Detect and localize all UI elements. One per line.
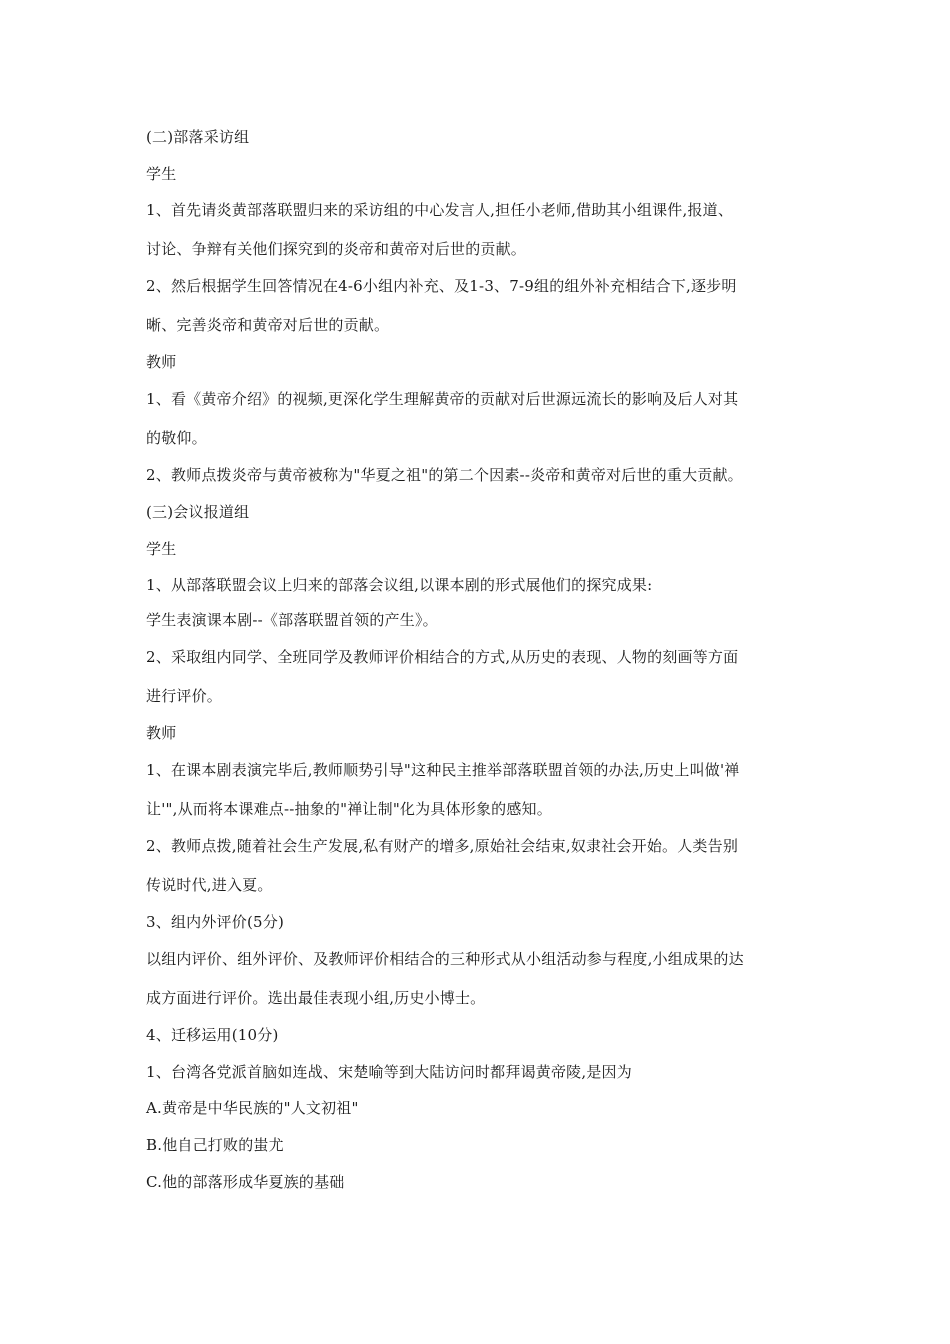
paragraph-line: 让'",从而将本课难点--抽象的"禅让制"化为具体形象的感知。 xyxy=(146,800,552,818)
answer-option: A.黄帝是中华民族的"人文初祖" xyxy=(146,1099,359,1117)
paragraph-line: 1、从部落联盟会议上归来的部落会议组,以课本剧的形式展他们的探究成果: xyxy=(146,576,653,594)
paragraph-line: 成方面进行评价。选出最佳表现小组,历史小博士。 xyxy=(146,989,486,1007)
answer-option: C.他的部落形成华夏族的基础 xyxy=(146,1173,345,1191)
question-line: 1、台湾各党派首脑如连战、宋楚喻等到大陆访问时都拜谒黄帝陵,是因为 xyxy=(146,1063,632,1081)
paragraph-line: 讨论、争辩有关他们探究到的炎帝和黄帝对后世的贡献。 xyxy=(146,240,527,258)
paragraph-line: 晰、完善炎帝和黄帝对后世的贡献。 xyxy=(146,316,390,334)
role-label: 学生 xyxy=(146,540,177,558)
paragraph-line: 学生表演课本剧--《部落联盟首领的产生》。 xyxy=(146,611,438,629)
paragraph-line: 2、采取组内同学、全班同学及教师评价相结合的方式,从历史的表现、人物的刻画等方面 xyxy=(146,648,739,666)
paragraph-line: 2、教师点拨,随着社会生产发展,私有财产的增多,原始社会结束,奴隶社会开始。人类告别 xyxy=(146,837,739,855)
role-label: 学生 xyxy=(146,165,177,183)
section-heading: (二)部落采访组 xyxy=(146,128,250,146)
paragraph-line: 进行评价。 xyxy=(146,687,223,705)
role-label: 教师 xyxy=(146,353,177,371)
role-label: 教师 xyxy=(146,724,177,742)
paragraph-line: 1、在课本剧表演完毕后,教师顺势引导"这种民主推举部落联盟首领的办法,历史上叫做'禅 xyxy=(146,761,740,779)
paragraph-line: 1、看《黄帝介绍》的视频,更深化学生理解黄帝的贡献对后世源远流长的影响及后人对其 xyxy=(146,390,739,408)
paragraph-line: 2、教师点拨炎帝与黄帝被称为"华夏之祖"的第二个因素--炎帝和黄帝对后世的重大贡献。 xyxy=(146,466,743,484)
subsection-heading: 3、组内外评价(5分) xyxy=(146,913,284,931)
paragraph-line: 以组内评价、组外评价、及教师评价相结合的三种形式从小组活动参与程度,小组成果的达 xyxy=(146,950,744,968)
paragraph-line: 传说时代,进入夏。 xyxy=(146,876,273,894)
paragraph-line: 2、然后根据学生回答情况在4-6小组内补充、及1-3、7-9组的组外补充相结合下,逐步明 xyxy=(146,277,737,295)
paragraph-line: 的敬仰。 xyxy=(146,429,207,447)
paragraph-line: 1、首先请炎黄部落联盟归来的采访组的中心发言人,担任小老师,借助其小组课件,报道、 xyxy=(146,201,734,219)
answer-option: B.他自己打败的蚩尤 xyxy=(146,1136,284,1154)
section-heading: (三)会议报道组 xyxy=(146,503,250,521)
subsection-heading: 4、迁移运用(10分) xyxy=(146,1026,279,1044)
